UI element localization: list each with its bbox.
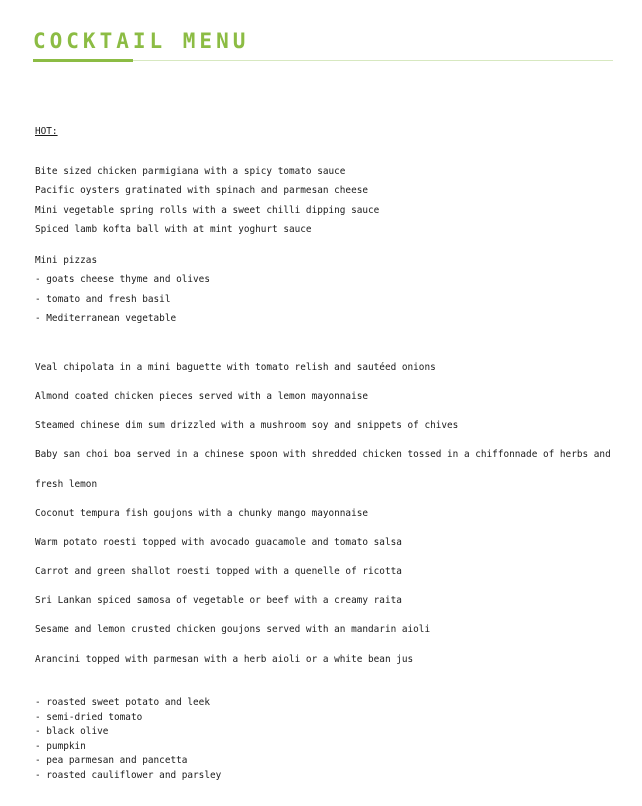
pizza-option: - goats cheese thyme and olives [35, 274, 210, 285]
menu-item: Baby san choi boa served in a chinese spoon with shredded chicken tossed in a chiffonnade of herbs and [35, 449, 611, 460]
page-title: COCKTAIL MENU [33, 29, 250, 53]
arancini-option: - semi-dried tomato [35, 712, 143, 723]
pizza-option: - Mediterranean vegetable [35, 313, 177, 324]
arancini-option: - roasted cauliflower and parsley [35, 770, 222, 781]
menu-item: Pacific oysters gratinated with spinach and parmesan cheese [35, 185, 369, 196]
hot-heading: HOT: [35, 126, 58, 137]
menu-item: Steamed chinese dim sum drizzled with a mushroom soy and snippets of chives [35, 420, 459, 431]
pizza-option: - tomato and fresh basil [35, 294, 171, 305]
arancini-option: - roasted sweet potato and leek [35, 697, 210, 708]
menu-item: Almond coated chicken pieces served with a lemon mayonnaise [35, 391, 369, 402]
menu-item: Sesame and lemon crusted chicken goujons served with an mandarin aioli [35, 624, 431, 635]
arancini-option: - black olive [35, 726, 109, 737]
arancini-option: - pea parmesan and pancetta [35, 755, 188, 766]
title-rule-accent [33, 59, 133, 62]
menu-item: Carrot and green shallot roesti topped with a quenelle of ricotta [35, 566, 402, 577]
arancini-option: - pumpkin [35, 741, 86, 752]
menu-item: Mini vegetable spring rolls with a sweet chilli dipping sauce [35, 205, 380, 216]
menu-item: Arancini topped with parmesan with a herb aioli or a white bean jus [35, 654, 414, 665]
menu-item: Bite sized chicken parmigiana with a spicy tomato sauce [35, 166, 346, 177]
menu-item: Sri Lankan spiced samosa of vegetable or beef with a creamy raita [35, 595, 402, 606]
pizzas-heading: Mini pizzas [35, 255, 98, 266]
menu-item: Warm potato roesti topped with avocado guacamole and tomato salsa [35, 537, 402, 548]
menu-item: Coconut tempura fish goujons with a chunky mango mayonnaise [35, 508, 369, 519]
menu-item: Spiced lamb kofta ball with at mint yoghurt sauce [35, 224, 312, 235]
menu-item: fresh lemon [35, 479, 98, 490]
menu-item: Veal chipolata in a mini baguette with tomato relish and sautéed onions [35, 362, 436, 373]
